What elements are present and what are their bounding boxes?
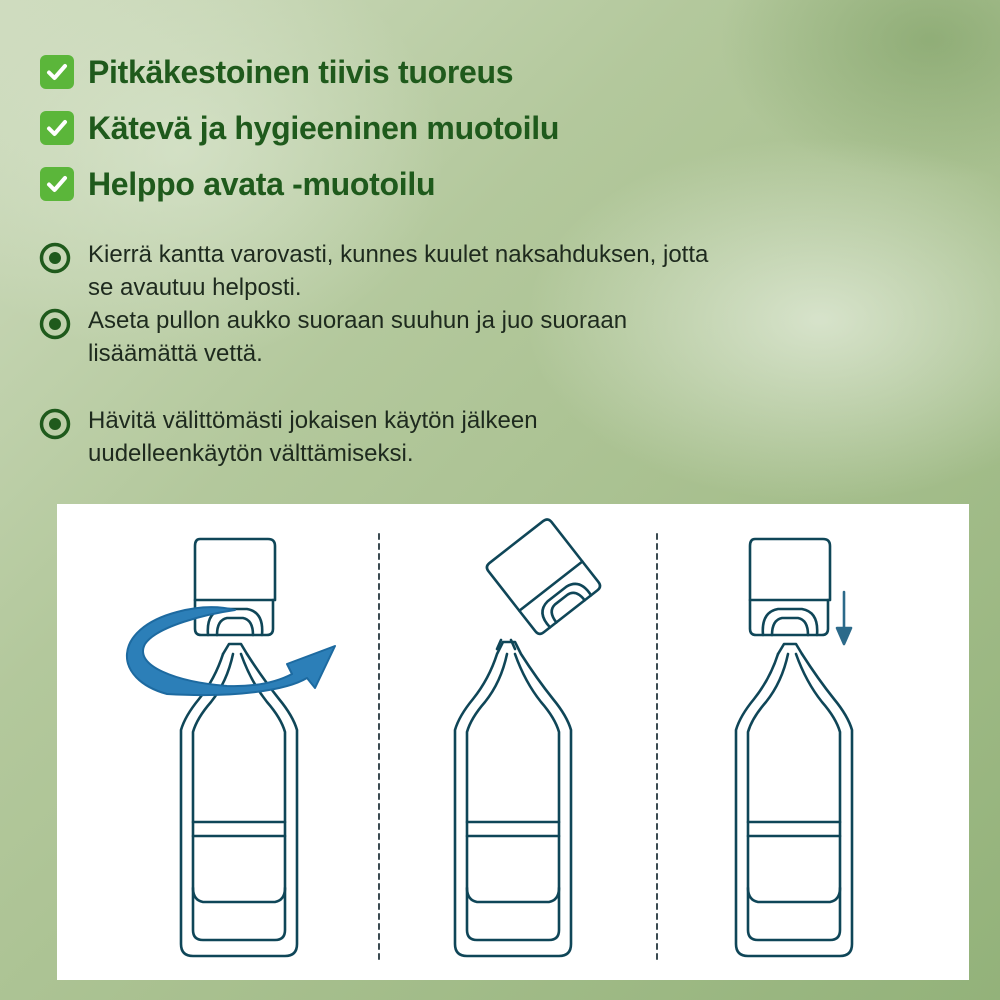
bottle-step-2-icon	[455, 517, 602, 956]
target-bullet-icon	[38, 307, 72, 341]
instruction-illustration-panel	[57, 504, 969, 980]
instruction-line: Hävitä välittömästi jokaisen käytön jälkeen	[88, 407, 538, 434]
instruction-line: uudelleenkäytön välttämiseksi.	[88, 440, 414, 467]
feature-item	[40, 44, 559, 100]
instruction-text	[88, 304, 627, 370]
instruction-text	[88, 404, 538, 470]
instruction-line: se avautuu helposti.	[88, 274, 302, 301]
instruction-item	[38, 238, 838, 304]
instruction-list	[38, 238, 838, 470]
instruction-line: lisäämättä vettä.	[88, 340, 263, 367]
instruction-item	[38, 304, 838, 370]
instruction-text	[88, 238, 708, 304]
target-bullet-icon	[38, 241, 72, 275]
down-arrow-icon	[837, 592, 851, 644]
feature-item	[40, 156, 559, 212]
check-box-icon	[40, 55, 74, 89]
feature-item	[40, 100, 559, 156]
instruction-item	[38, 404, 838, 470]
check-box-icon	[40, 111, 74, 145]
feature-list	[40, 44, 559, 212]
feature-label: Helppo avata -muotoilu	[88, 165, 436, 202]
bottle-step-3-icon	[736, 539, 852, 956]
bottle-step-1-icon	[181, 539, 297, 956]
twist-arrow-icon	[127, 607, 335, 695]
target-bullet-icon	[38, 407, 72, 441]
instruction-line: Aseta pullon aukko suoraan suuhun ja juo suoraan	[88, 307, 628, 334]
instruction-line: Kierrä kantta varovasti, kunnes kuulet naksahduksen, jotta	[88, 241, 709, 268]
feature-label: Pitkäkestoinen tiivis tuoreus	[88, 53, 514, 90]
feature-label: Kätevä ja hygieeninen muotoilu	[88, 109, 560, 146]
check-box-icon	[40, 167, 74, 201]
